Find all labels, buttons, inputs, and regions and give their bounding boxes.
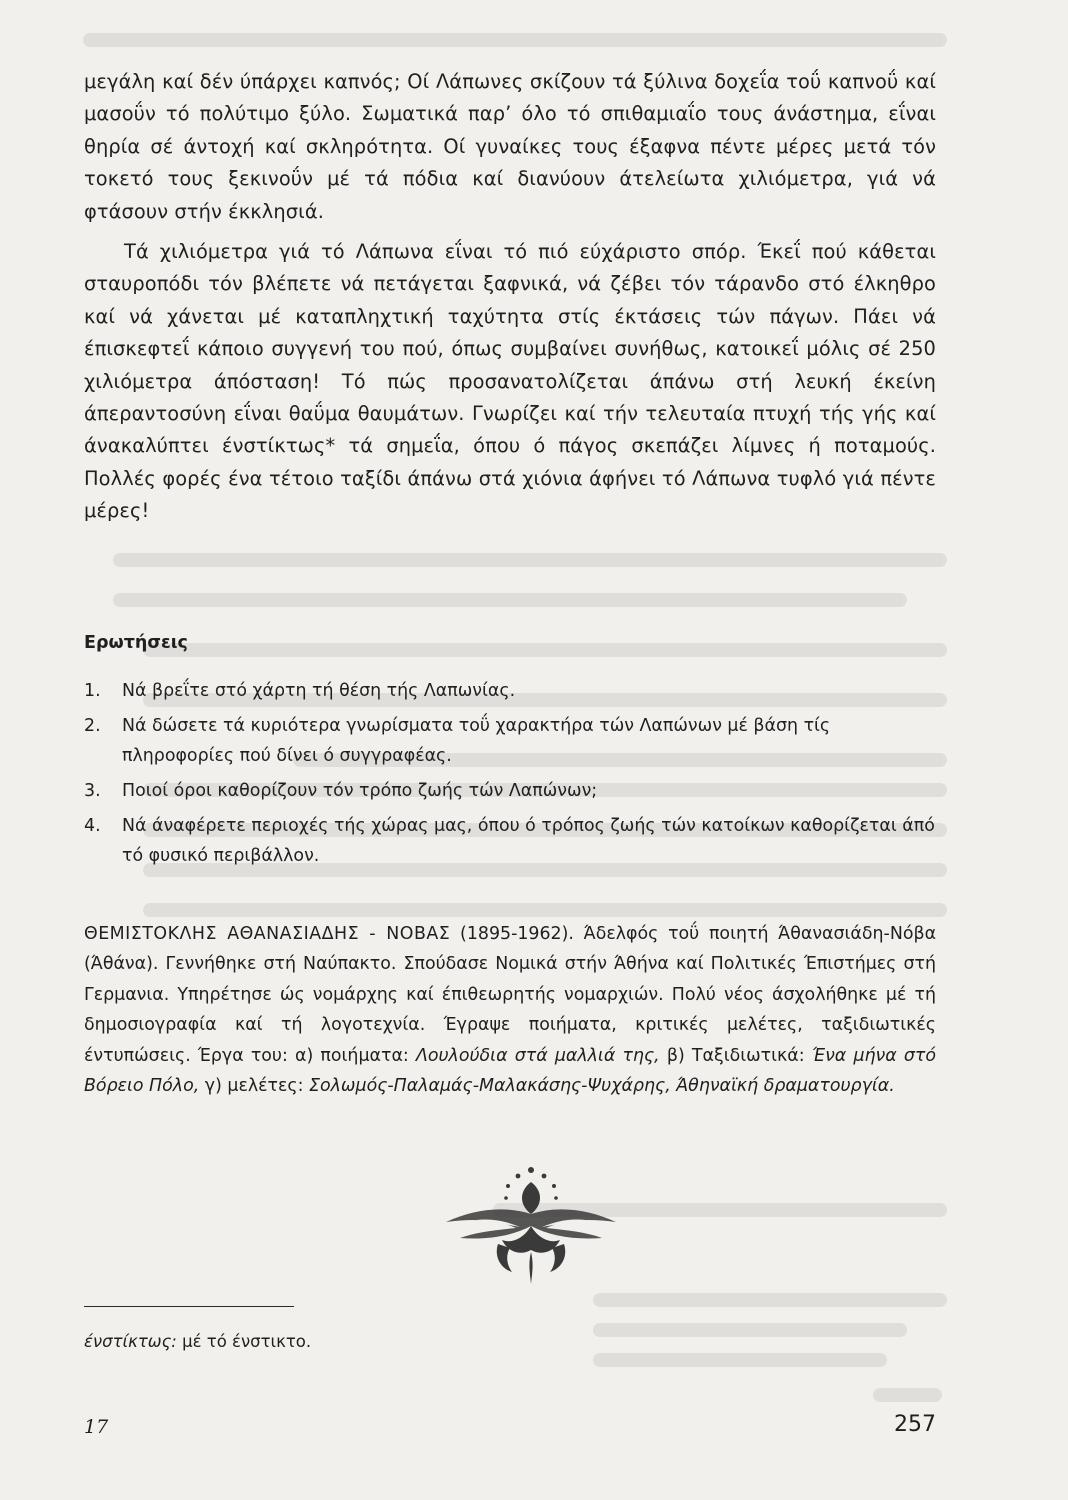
question-item — [84, 711, 936, 771]
footnote — [84, 1332, 311, 1351]
question-text: Νά βρεΐτε στό χάρτη τή θέση τής Λαπωνίας. — [122, 681, 516, 701]
bio-work-title: Λουλούδια στά μαλλιά της, — [415, 1045, 660, 1066]
author-biography — [84, 919, 936, 1101]
questions-list — [84, 676, 936, 876]
bio-text: β) Ταξιδιωτικά: — [666, 1045, 805, 1066]
signature-mark: 17 — [84, 1416, 109, 1438]
main-text — [84, 66, 936, 528]
question-text: Νά δώσετε τά κυριότερα γνωρίσματα τοΰ χαρακτήρα τών Λαπώνων μέ βάση τίς πληροφορίες πού δίνει ό συγγραφέας. — [122, 716, 831, 766]
author-years: (1895-1962). — [460, 924, 574, 944]
footnote-term: ένστίκτως: — [84, 1332, 177, 1351]
question-number: 3. — [84, 781, 101, 801]
body-paragraph-text: Τά χιλιόμετρα γιά τό Λάπωνα εΐναι τό πιό εύχάριστο σπόρ. Έκεΐ πού κάθεται σταυροπόδι τόν βλέπετε νά πετάγεται ξαφνικά, νά ζέβει τόν τάρανδο στό έλκηθρο καί νά χάνεται μέ καταπληχτική ταχύτητα στίς έκτάσεις τών πάγων. Πάει νά έπισκεφτεΐ κάποιο συγγενή του πού, όπως συμβαίνει συνήθως, κατοικεΐ μόλις σέ 250 χιλιόμετρα άπόσταση! Τό πώς προσανατολίζεται άπάνω στή λευκή έκείνη άπεραντοσύνη εΐναι θαΰμα θαυμάτων. Γνωρίζει καί τήν τελευταία πτυχή τής γής καί άνακαλύπτει ένστίκτως* τά σημεΐα, όπου ό πάγος σκεπάζει λίμνες ή ποταμούς. Πολλές φορές ένα τέτοιο ταξίδι άπάνω στά χιόνια άφήνει τό Λάπωνα τυφλό γιά πέντε μέρες! — [84, 240, 936, 523]
question-item — [84, 811, 936, 871]
bio-work-title: Σολωμός-Παλαμάς-Μαλακάσης-Ψυχάρης, Άθηναϊκή δραματουργία. — [309, 1076, 895, 1097]
question-number: 4. — [84, 816, 101, 836]
question-item — [84, 776, 936, 806]
decorative-ornament-icon — [436, 1160, 626, 1290]
bio-text: γ) μελέτες: — [204, 1076, 304, 1097]
footnote-divider — [84, 1306, 294, 1307]
author-name: ΘΕΜΙΣΤΟΚΛΗΣ ΑΘΑΝΑΣΙΑΔΗΣ - ΝΟΒΑΣ — [84, 924, 451, 944]
bio-work-title: Ένα μήνα στό Βόρειο Πόλο, — [84, 1045, 937, 1097]
question-number: 2. — [84, 716, 101, 736]
question-text: Νά άναφέρετε περιοχές τής χώρας μας, όπου ό τρόπος ζωής τών κατοίκων καθορίζεται άπό τό φυσικό περιβάλλον. — [122, 816, 935, 866]
question-item — [84, 676, 936, 706]
footnote-definition: μέ τό ένστικτο. — [182, 1332, 312, 1351]
body-paragraph: μεγάλη καί δέν ύπάρχει καπνός; Οί Λάπωνες σκίζουν τά ξύλινα δοχεΐα τοΰ καπνοΰ καί μασοΰν τό πολύτιμο ξύλο. Σωματικά παρ’ όλο τό σπιθαμιαΐο τους άνάστημα, εΐναι θηρία σέ άντοχή καί σκληρότητα. Οί γυναίκες τους έξαφνα πέντε μέρες μετά τόν τοκετό τους ξεκινοΰν μέ τά πόδια καί διανύουν άτελείωτα χιλιόμετρα, γιά νά φτάσουν στήν έκκλησιά. — [84, 70, 936, 223]
body-paragraph — [84, 236, 936, 528]
question-text: Ποιοί όροι καθορίζουν τόν τρόπο ζωής τών Λαπώνων; — [122, 781, 598, 801]
question-number: 1. — [84, 681, 101, 701]
questions-heading: Ερωτήσεις — [84, 633, 188, 653]
page-number: 257 — [894, 1412, 936, 1437]
bio-text: Άδελφός τοΰ ποιητή Άθανασιάδη-Νόβα (Άθάνα). Γεννήθηκε στή Ναύπακτο. Σπούδασε Νομικά στήν Άθήνα καί Πολιτικές Έπιστήμες στή Γερμανια. Υπηρέτησε ώς νομάρχης καί έπιθεωρητής νομαρχιών. Πολύ νέος άσχολήθηκε μέ τή δημοσιογραφία καί τή λογοτεχνία. Έγραψε ποιήματα, κριτικές μελέτες, ταξιδιωτικές έντυπώσεις. Έργα του: α) ποιήματα: — [84, 924, 937, 1066]
